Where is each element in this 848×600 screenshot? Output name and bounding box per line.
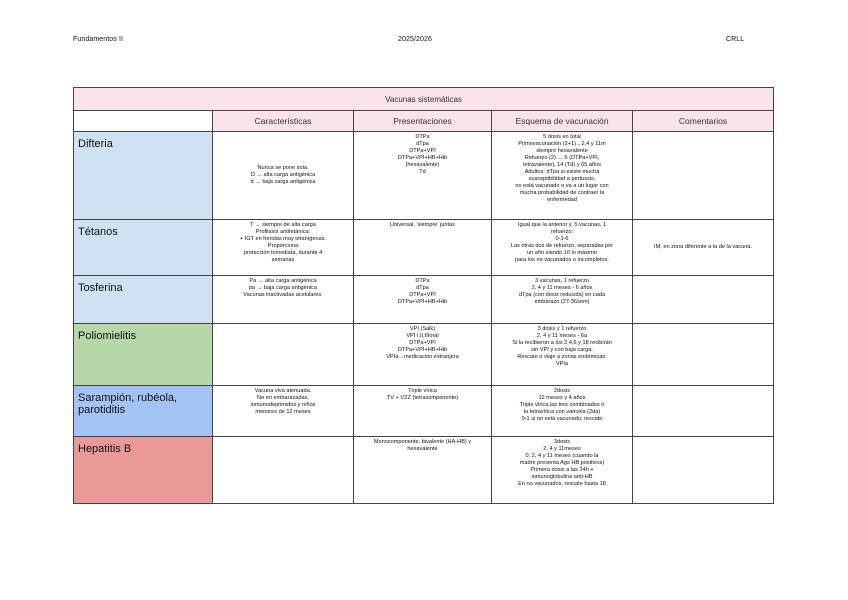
table-row (74, 132, 774, 220)
cell-line: DTPa (415, 278, 430, 284)
vaccine-name: Poliomielitis (74, 324, 213, 386)
cell-line: DTPa+VPI+HB+Hib (397, 347, 448, 353)
cell-esquema (492, 220, 633, 276)
cell-line: Igual que la anterior y, 5 vacunas, 1 (517, 222, 607, 228)
cell-caracteristicas (213, 220, 354, 276)
cell-line: D → alta carga antigénica (250, 172, 316, 178)
cell-line: protección inmediata, durante 4 (243, 250, 323, 256)
cell-line: 0-1 si no está vacunado, rescate (521, 416, 603, 422)
cell-comentarios (633, 220, 774, 276)
cell-line: DTPa (415, 134, 430, 140)
cell-line: VPIa (555, 361, 569, 367)
cell-line: Primera dosis a las 24h + (530, 467, 594, 473)
column-header-presentaciones: Presentaciones (354, 111, 492, 132)
cell-line: la tetravírica con varicela (2da) (523, 409, 601, 415)
cell-line: 0-1-6 (555, 236, 569, 242)
cell-line: no está vacunado o va a un lugar con (515, 183, 609, 189)
cell-line: VPI (Salk) (409, 326, 436, 332)
cell-line: 12 meses y 4 años (538, 395, 586, 401)
vaccine-name: Tétanos (74, 220, 213, 276)
cell-presentaciones (354, 132, 492, 220)
cell-line: (hexavalente) (405, 162, 440, 168)
cell-caracteristicas (213, 324, 354, 386)
cell-line: No en embarazadas, (257, 395, 309, 401)
cell-line: Monocomponente, bivalente (HA-HB) y (373, 439, 472, 445)
cell-presentaciones (354, 386, 492, 437)
cell-line: Universal, 'siempre' juntas (390, 222, 455, 228)
cell-line: Pa → alta carga antigénica (249, 278, 317, 284)
cell-line: para los no vacunados o incompletos. (515, 257, 609, 263)
table-row (74, 324, 774, 386)
cell-line: + IGT en heridas muy tetanígenas. (239, 236, 327, 242)
header-blank-cell (74, 111, 213, 132)
cell-esquema (492, 324, 633, 386)
header-year: 2025/2026 (398, 36, 432, 43)
cell-comentarios (633, 324, 774, 386)
vaccines-table (73, 87, 774, 504)
cell-line: Las otras dos de refuerzo, separadas por (510, 243, 614, 249)
cell-line: T → siempre de alta carga (250, 222, 316, 228)
cell-line: DTPa+VPI (409, 148, 436, 154)
cell-line: Rescate o viaje a zonas endémicas: (517, 354, 607, 360)
cell-line: inmunoglobulina anti-HB (531, 474, 593, 480)
cell-line: Proporciona (267, 243, 299, 249)
cell-line: DTPa+VPI+HB+Hib (397, 155, 448, 161)
cell-line: menores de 12 meses (255, 409, 311, 415)
cell-line: Adultos: dTpa si existe mucha (524, 169, 600, 175)
cell-line: hexavalente (407, 446, 438, 452)
cell-caracteristicas (213, 386, 354, 437)
cell-line: Triple vírica,las tres combinados o (519, 402, 605, 408)
cell-caracteristicas (213, 437, 354, 504)
header-course: Fundamentos II (73, 36, 124, 43)
cell-caracteristicas (213, 276, 354, 324)
cell-comentarios (633, 132, 774, 220)
header-author: CRLL (726, 36, 745, 43)
vaccine-name: Sarampión, rubéola, parotiditis (74, 386, 213, 437)
vaccine-name: Difteria (74, 132, 213, 220)
table-header-row (74, 111, 774, 132)
cell-esquema (492, 132, 633, 220)
cell-line: DTPa+VPI (409, 292, 436, 298)
cell-line: siempre hexavalente (536, 148, 588, 154)
cell-line: pa → baja carga antigénica (248, 285, 318, 291)
cell-line: dTpa (416, 141, 429, 147)
cell-line: Triple vírica (408, 388, 437, 394)
table-body (74, 132, 774, 504)
cell-line: En no vacunados, rescate hasta 18 (518, 481, 606, 487)
table-row (74, 220, 774, 276)
vaccine-name: Tosferina (74, 276, 213, 324)
cell-esquema (492, 276, 633, 324)
cell-line: inmunodeprimidos y niños (250, 402, 316, 408)
cell-line: VPIa→medicación extranjera (386, 354, 459, 360)
cell-line: refuerzo: (550, 229, 574, 235)
cell-esquema (492, 386, 633, 437)
cell-caracteristicas (213, 132, 354, 220)
cell-line: tetravalente), 14 (Td) y 65 años (522, 162, 602, 168)
cell-line: Profilaxis antitetánica: (255, 229, 311, 235)
cell-line: IM, en zona diferente a la de la vacuna. (654, 244, 752, 250)
vaccine-name: Hepatitis B (74, 437, 213, 504)
cell-line: 5 dosis en total (543, 134, 581, 140)
cell-line: Refuerzo (2) → 6 (DTPa+VPI, (524, 155, 600, 161)
column-header-comentarios: Comentarios (633, 111, 774, 132)
cell-line: madre presenta Ags HB positivos) (519, 460, 605, 466)
cell-line: DTPa+VPI+HB+Hib (397, 299, 448, 305)
cell-line: enfermedad (547, 197, 577, 203)
cell-line: d → baja carga antigénica (250, 179, 316, 185)
cell-line: 3dosis (553, 439, 571, 445)
cell-line: susceptibilidad a pertussis, (528, 176, 596, 182)
cell-presentaciones (354, 220, 492, 276)
cell-line: embarazo (27-36sem) (534, 299, 590, 305)
table-row (74, 276, 774, 324)
cell-line: Vacuna viva atenuada. (254, 388, 312, 394)
cell-line: TV + VZZ (tetracomponente) (386, 395, 459, 401)
column-header-esquema: Esquema de vacunación (492, 111, 633, 132)
cell-comentarios (633, 386, 774, 437)
cell-presentaciones (354, 437, 492, 504)
cell-line: dTpa (con dosis reducida) en cada (518, 292, 606, 298)
cell-line: 3 vacunas, 1 refuerzo (535, 278, 589, 284)
table-row (74, 386, 774, 437)
cell-presentaciones (354, 324, 492, 386)
cell-line: sin VPI y con baja carga. (531, 347, 593, 353)
cell-comentarios (633, 276, 774, 324)
cell-line: dTpa (416, 285, 429, 291)
cell-line: Si la recibieron a los 2,4,6 y 18 recibirán (512, 340, 612, 346)
cell-esquema (492, 437, 633, 504)
table-row (74, 437, 774, 504)
cell-line: 0, 2, 4 y 11 meses (cuando la (525, 453, 599, 459)
cell-presentaciones (354, 276, 492, 324)
cell-line: 2, 4 y 11 meses - 6a (536, 333, 588, 339)
cell-line: mucha probabilidad de contraer la (519, 190, 605, 196)
cell-line: Vacunas inactivadas acelulares. (243, 292, 323, 298)
cell-line: 2, 4 y 11meses (543, 446, 581, 452)
cell-comentarios (633, 437, 774, 504)
cell-line: 2dosis (553, 388, 571, 394)
cell-line: Nunca se pone sola. (257, 165, 309, 171)
cell-line: 2, 4 y 11 meses - 6 años (531, 285, 593, 291)
table-title: Vacunas sistemáticas (74, 88, 774, 111)
cell-line: semanas (271, 257, 295, 263)
cell-line: Td (419, 169, 426, 175)
cell-line: VPI I,II,IIIoral (406, 333, 439, 339)
cell-line: DTPa+VPI (409, 340, 436, 346)
cell-line: un año siendo 10 lo máximo (527, 250, 597, 256)
column-header-caracteristicas: Características (213, 111, 354, 132)
cell-line: 3 dosis y 1 refuerzo (537, 326, 587, 332)
cell-line: Primovacunación (2+1)→2,4 y 11m (518, 141, 606, 147)
